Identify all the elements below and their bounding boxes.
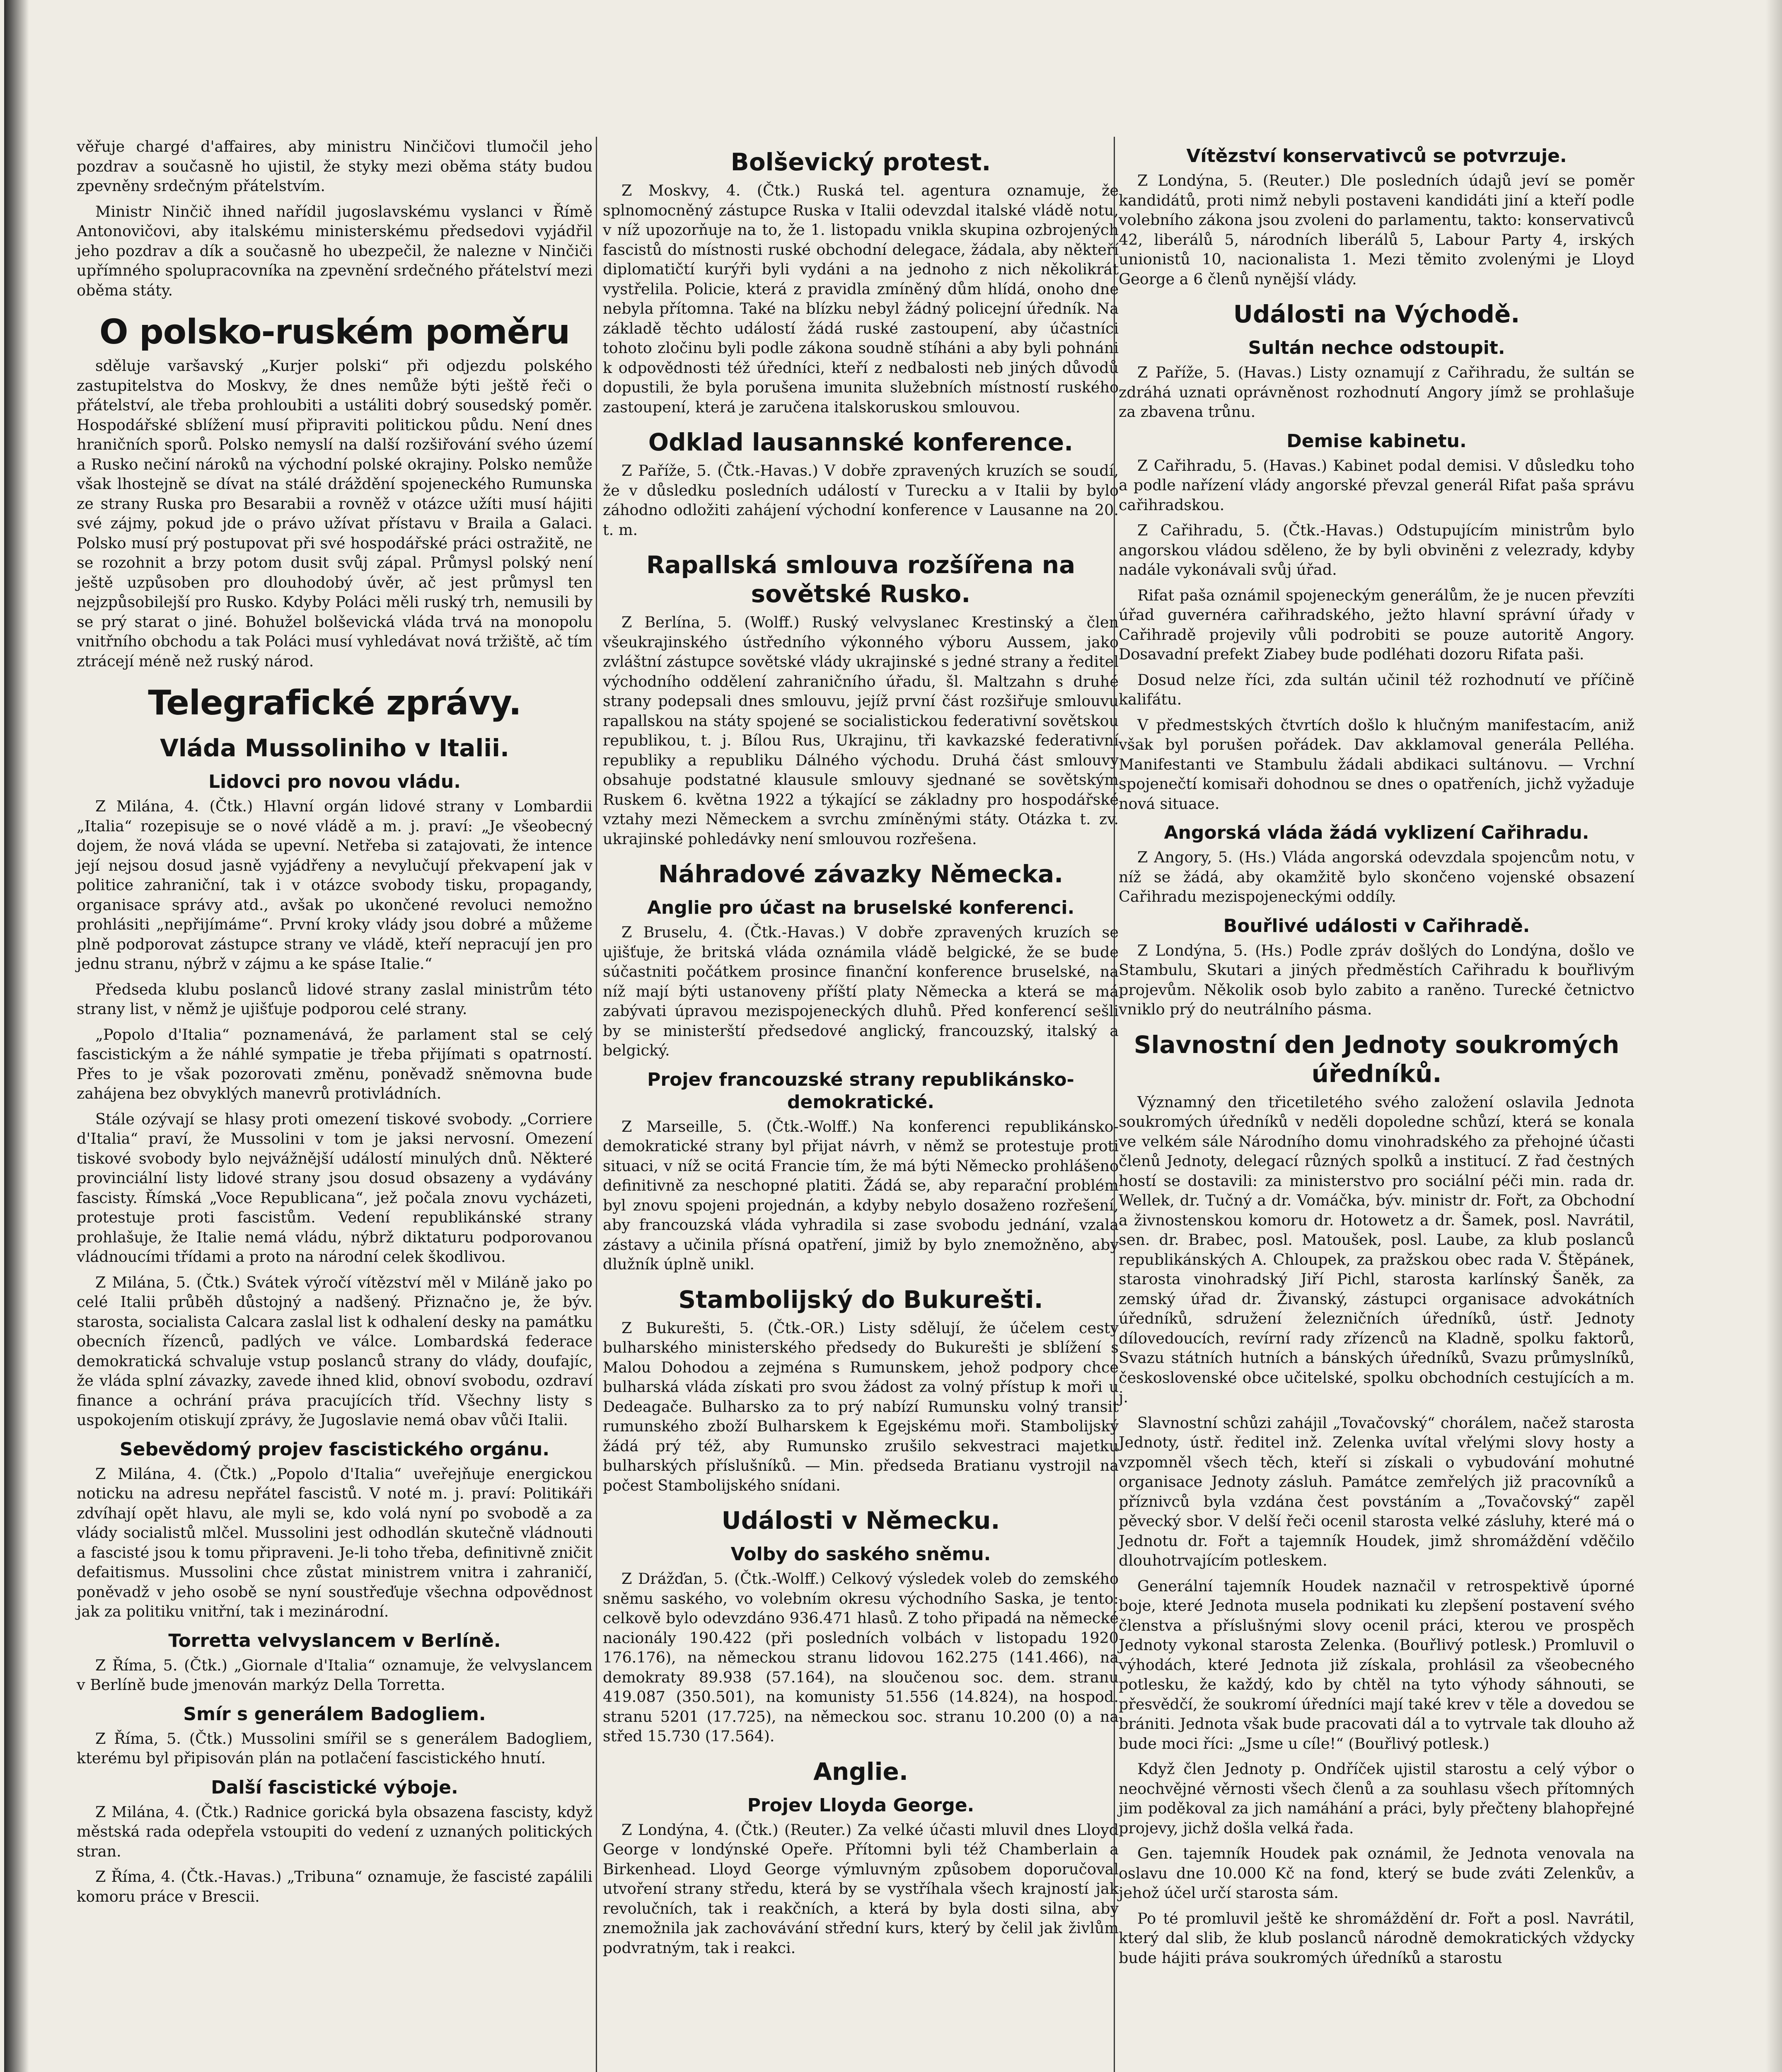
article-subheadline: Sultán nechce odstoupit.: [1248, 337, 1505, 358]
article-paragraph: Z Paříže, 5. (Havas.) Listy oznamují z Cařihradu, že sultán se zdráhá uznati oprávněnost rozhodnutí Angory jímž se prohlašuje za zbavena trůnu.: [1119, 363, 1635, 421]
page-edge-shadow: [1765, 0, 1782, 2072]
section-headline: Telegrafické zprávy.: [148, 683, 521, 723]
article-paragraph: Z Drážďan, 5. (Čtk.-Wolff.) Celkový výsledek voleb do zemského sněmu saského, vo volebním okresu východního Saska, je tento: celkově bylo odevzdáno 936.471 hlasů. Z toho připadá na německé nacionály 190.422 (při posledních volbách v listopadu 1920 176.176), na německou stranu lidovou 162.275 (141.466), na demokraty 89.938 (57.164), na sloučenou soc. dem. stranu 419.087 (350.501), na komunisty 51.556 (14.824), na hospod. stranu 5201 (17.725), na německou soc. stranu 10.200 (0) a na střed 15.730 (17.564).: [603, 1570, 1119, 1745]
article-subheadline: Lidovci pro novou vládu.: [208, 771, 461, 792]
article-paragraph: Z Paříže, 5. (Čtk.-Havas.) V dobře zpravených kruzích se soudí, že v důsledku posledních událostí v Turecku a v Italii by bylo záhodno odložiti zahájení východní konference v Lausanne na 20. t. m.: [603, 462, 1119, 539]
article-paragraph: Z Milána, 5. (Čtk.) Svátek výročí vítězství měl v Miláně jako po celé Italii průběh důstojný a nadšený. Přiznačno je, že býv. starosta, socialista Calcara zaslal list k odhalení desky na památku obecních řízenců, padlých ve válce. Lombardská federace demokratická schvaluje vstup poslanců strany do vlády, doufajíc, že vláda splní závazky, zavede ihned klid, obnoví svobodu, ozdraví finance a ochrání práva pracujících tříd. Všechny listy s uspokojením otiskují zprávy, že Jugoslavie nemá obav vůči Italii.: [77, 1273, 592, 1429]
article-paragraph: Z Cařihradu, 5. (Havas.) Kabinet podal demisi. V důsledku toho a podle nařízení vlády angorské převzal generál Rifat paša správu cařihradskou.: [1119, 456, 1635, 514]
article-paragraph: Předseda klubu poslanců lidové strany zaslal ministrům této strany list, v němž je ujišťuje podporou celé strany.: [77, 980, 592, 1018]
article-headline: Události v Německu.: [721, 1506, 1000, 1535]
article-paragraph: Z Říma, 5. (Čtk.) Mussolini smířil se s generálem Badogliem, kterému byl připisován plán na potlačení fascistického hnutí.: [77, 1729, 592, 1767]
article-paragraph: Z Milána, 4. (Čtk.) Radnice gorická byla obsazena fascisty, když městská rada odepřela vstoupiti do vedení z uznaných politických stran.: [77, 1803, 592, 1860]
article-paragraph: Významný den třicetiletého svého založení oslavila Jednota soukromých úředníků v neděli dopoledne schůzí, která se konala ve velkém sále Národního domu vinohradského za přehojné účasti členů Jednoty, delegací různých spolků a institucí. Z řad čestných hostí se dostavili: za ministerstvo pro sociální péči min. rada dr. Wellek, dr. Tučný a dr. Vomáčka, býv. ministr dr. Fořt, za Obchodní a živnostenskou komoru dr. Hotowetz a dr. Šamek, posl. Navrátil, sen. dr. Brabec, posl. Matoušek, posl. Laube, za klub poslanců republikánských A. Chloupek, za pražskou obec rada V. Štěpánek, starosta vinohradský Jiří Pichl, starosta karlínský Šaněk, za zemský úřad dr. Živanský, zástupci organisace advokátních úředníků, sdružení železničních úředníků, ústř. Jednoty dílovedoucích, revírní rady zřízenců na Kladně, spolku faktorů, Svazu státních hutních a bánských úředníků, Svazu průmyslníků, československé obce učitelské, spolku obchodních cestujících a m. j.: [1119, 1093, 1635, 1406]
article-paragraph: sděluje varšavský „Kurjer polski“ při odjezdu polského zastupitelstva do Moskvy, že dnes nemůže býti ještě řeči o přátelství, ale třeba prohloubiti a ustáliti dobrý sousedský poměr. Hospodářské sblížení musí připraviti politickou půdu. Není dnes hraničních sporů. Polsko nemyslí na další rozšiřování svého území a Rusko nečiní nároků na východní polské okrajiny. Polsko nemůže však lhostejně se dívat na stálé dráždění spojeneckého Rumunska ze strany Ruska pro Besarabii a rovněž v otázce užíti musí hájiti své zájmy, pokud jde o právo užívat přístavu v Braila a Galaci. Polsko musí prý postupovat při své hospodářské práci ostražitě, ne se rozohnit a brzy potom dusit svůj zápal. Průmysl polský není ještě uzpůsoben pro dlouhodobý úvěr, ač jest průmysl ten nejzpůsobilejší pro Rusko. Kdyby Poláci měli ruský trh, nemusili by se prý starat o jiné. Bohužel bolševická vláda trvá na monopolu vnitřního obchodu a tak Poláci musí vyhledávat nová tržiště, ač tím ztrácejí méně než ruský národ.: [77, 357, 592, 670]
article-paragraph: Z Říma, 4. (Čtk.-Havas.) „Tribuna“ oznamuje, že fascisté zapálili komoru práce v Brescii.: [77, 1868, 592, 1905]
article-subheadline: Projev francouzské strany republikánsko-demokratické.: [647, 1069, 1074, 1113]
column-rule: [596, 137, 597, 2072]
article-paragraph: „Popolo d'Italia“ poznamenává, že parlament stal se celý fascistickým a že náhlé sympatie je třeba přijímati s opatrností. Přes to je však pozorovati změnu, poněvadž sněmovna bude zahájena bez obvyklých manevrů protivládních.: [77, 1025, 592, 1102]
article-paragraph: Z Bruselu, 4. (Čtk.-Havas.) V dobře zpravených kruzích se ujišťuje, že britská vláda oznámila vládě belgické, že se bude súčastniti počátkem prosince finanční konference bruselské, na níž mají býti ustanoveny příští platy Německa a která se má zabývati úpravou mezispojeneckých dluhů. Před konferencí sešli by se ministerští předsedové anglický, francouzský, italský a belgický.: [603, 923, 1119, 1059]
article-paragraph: Když člen Jednoty p. Ondříček ujistil starostu a celý výbor o neochvějné věrnosti všech členů a za souhlasu všech přítomných jim poděkoval za jich namáhání a práci, byly přečteny blahopřejné projevy, jichž došla velká řada.: [1119, 1760, 1635, 1837]
article-subheadline: Torretta velvyslancem v Berlíně.: [168, 1630, 501, 1651]
article-headline: Náhradové závazky Německa.: [658, 860, 1064, 888]
article-subheadline: Angorská vláda žádá vyklizení Cařihradu.: [1164, 822, 1589, 843]
article-headline: Události na Východě.: [1233, 300, 1520, 328]
article-subheadline: Smír s generálem Badogliem.: [183, 1703, 486, 1725]
article-headline: Odklad lausannské konference.: [648, 428, 1074, 456]
article-paragraph: Rifat paša oznámil spojeneckým generálům, že je nucen převzíti úřad guvernéra cařihradského, ježto hlavní správní úřady v Cařihradě projevily vůli podrobiti se pouze autoritě Angory. Dosavadní prefekt Ziabey bude podléhati dozoru Rifata paši.: [1119, 586, 1635, 663]
article-paragraph: V předmestských čtvrtích došlo k hlučným manifestacím, aniž však byl porušen pořádek. Dav akklamoval generála Pelléha. Manifestanti ve Stambulu žádali abdikaci sultánovu. — Vrchní spojenečtí komisaři dohodnou se dnes o opatřeních, jichž vyžaduje nová situace.: [1119, 716, 1635, 813]
article-subheadline: Demise kabinetu.: [1286, 430, 1467, 452]
article-headline: Bolševický protest.: [730, 148, 991, 176]
article-paragraph: Ministr Ninčič ihned nařídil jugoslavskému vyslanci v Římě Antonovičovi, aby italskému ministerskému předsedovi vyjádřil jeho pozdrav a dík a současně ho ubezpečil, že nalezne v Ninčiči upřímného spolupracovníka na zpevnění srdečného přátelství mezi oběma státy.: [77, 202, 592, 299]
article-subheadline: Další fascistické výboje.: [211, 1777, 458, 1798]
article-subheadline: Vítězství konservativců se potvrzuje.: [1186, 145, 1567, 167]
article-paragraph: Z Marseille, 5. (Čtk.-Wolff.) Na konferenci republikánsko-demokratické strany byl přijat návrh, v němž se protestuje proti situaci, v níž se ocitá Francie tím, že má býti Německo prohlášeno definitivně za neschopné platiti. Žádá se, aby reparační problém byl znovu spojeni projednán, a kdyby nebylo dosaženo rozřešení, aby francouzská vláda vyhradila si zase svobodu jednání, vzala zástavy a učinila přísná opatření, jimiž by bylo znemožněno, aby dlužník úplně unikl.: [603, 1117, 1119, 1273]
article-paragraph: Z Londýna, 4. (Čtk.) (Reuter.) Za velké účasti mluvil dnes Lloyd George v londýnské Opeře. Přítomni byli též Chamberlain a Birkenhead. Lloyd George výmluvným způsobem doporučoval utvoření strany středu, která by se vystříhala všech krajností jak revolučních, tak i reakčních, a která by byla dosti silna, aby znemožnila jak zachovávání střední kurs, který by čelil jak živlům podvratným, tak i reakci.: [603, 1820, 1119, 1957]
article-subheadline: Bouřlivé události v Cařihradě.: [1223, 915, 1530, 937]
article-headline: Vláda Mussoliniho v Italii.: [160, 734, 510, 762]
article-paragraph: Gen. tajemník Houdek pak oznámil, že Jednota venovala na oslavu dne 10.000 Kč na fond, který se bude zváti Zelenkův, a jehož účel určí starosta sám.: [1119, 1844, 1635, 1902]
article-subheadline: Anglie pro účast na bruselské konferenci.: [647, 897, 1075, 918]
article-paragraph: Z Bukurešti, 5. (Čtk.-OR.) Listy sdělují, že účelem cesty bulharského ministerského předsedy do Bukurešti je sblížení s Malou Dohodou a zejména s Rumunskem, jehož podpory chce bulharská vláda získati pro svou žádost za volný přístup k moři u Dedeagače. Bulharsko za to prý nabízí Rumunsku volný transit rumunského zboží Bulharskem k Egejskému moři. Stambolijský žádá prý též, aby Rumunsko zrušilo sekvestraci majetku bulharských příslušníků. — Min. předseda Bratianu vystrojil na počest Stambolijského snídani.: [603, 1319, 1119, 1494]
article-paragraph: Z Moskvy, 4. (Čtk.) Ruská tel. agentura oznamuje, že splnomocněný zástupce Ruska v Italii odevzdal italské vládě notu, v níž upozorňuje na to, že 1. listopadu vnikla skupina ozbrojených fascistů do místnosti ruské obchodní delegace, žádala, aby někteří diplomatičtí kurýři byli vydáni a na jednoho z nich několikrát vystřelila. Policie, která z pravidla zmíněný dům hlídá, onoho dne nebyla přítomna. Také na blízku nebyl žádný policejní úředník. Na základě těchto událostí žádá ruské zastoupení, aby účastníci tohoto zločinu byli podle zákona soudně stíháni a aby byli pohnáni k odpovědnosti též úředníci, kteří z nedbalosti neb jiných důvodů dopustili, že byla porušena imunita služebních místností ruského zastoupení, která je zaručena italskoruskou smlouvou.: [603, 182, 1119, 416]
article-paragraph: Slavnostní schůzi zahájil „Tovačovský“ chorálem, načež starosta Jednoty, ústř. ředitel inž. Zelenka uvítal vřelými slovy hosty a vzpomněl všech těch, kteří si získali o vybudování mohutné organisace Jednoty zásluh. Památce zemřelých již pracovníků a příznivců byla vzdána čest povstáním a „Tovačovský“ zapěl pěvecký sbor. V delší řeči ocenil starosta velké zásluhy, které má o Jednotu dr. Fořt a tajemník Houdek, jimž shromáždění vděčilo dlouhotrvajícím potleskem.: [1119, 1414, 1635, 1569]
article-headline: Stambolijský do Bukurešti.: [678, 1285, 1043, 1314]
article-paragraph: Generální tajemník Houdek naznačil v retrospektivě úporné boje, které Jednota musela podnikati ku zlepšení postavení svého členstva a příslušnými slovy ocenil práci, kterou ve prospěch Jednoty vykonal starosta Zelenka. (Bouřlivý potlesk.) Promluvil o výhodách, které Jednota již získala, prohlásil za všeobecného potlesku, že každý, kdo by chtěl na tyto výhody sáhnouti, se přesvědčí, že soukromí úředníci mají také krev v těle a dovedou se brániti. Jednota však bude pracovati dál a to vytrvale tak dlouho až bude moci říci: „Jsme u cíle!“ (Bouřlivý potlesk.): [1119, 1577, 1635, 1752]
article-paragraph: Z Berlína, 5. (Wolff.) Ruský velvyslanec Krestinský a člen všeukrajinského ústředního výkonného výboru Aussem, jako zvláštní zástupce sovětské vlády ukrajinské s jedné strany a ředitel východního oddělení zahraničního úřadu, šl. Maltzahn s druhé strany podepsali dnes smlouvu, jejíž první část rozšiřuje smlouvu rapallskou na státy spojené se socialistickou federativní sovětskou republikou, t. j. Bílou Rus, Ukrajinu, tři kavkazské federativní republiky a republiku Dálného východu. Druhá část smlouvy obsahuje podstatné klausule smlouvy sjednané se sovětským Ruskem 6. května 1922 a týkající se základny pro hospodářské vztahy mezi Německem a svrchu zmíněnými státy. Otázka t. zv. ukrajinské pohledávky není smlouvou rozřešena.: [603, 613, 1119, 848]
article-paragraph: Dosud nelze říci, zda sultán učinil též rozhodnutí ve příčině kalifátu.: [1119, 670, 1635, 708]
article-paragraph: Po té promluvil ještě ke shromáždění dr. Fořt a posl. Navrátil, který dal slib, že klub poslanců národně demokratických vždycky bude hájiti práva soukromých úředníků a starostu: [1119, 1909, 1635, 1967]
article-subheadline: Volby do saského sněmu.: [730, 1544, 991, 1565]
section-headline: O polsko-ruském poměru: [99, 312, 570, 352]
article-paragraph: Z Cařihradu, 5. (Čtk.-Havas.) Odstupujícím ministrům bylo angorskou vládou sděleno, že by byli obviněni z velezrady, kdyby nadále vykonávali svůj úřad.: [1119, 521, 1635, 579]
article-headline: Anglie.: [813, 1757, 908, 1786]
article-paragraph: Z Londýna, 5. (Hs.) Podle zpráv došlých do Londýna, došlo ve Stambulu, Skutari a jiných předměstích Cařihradu k bouřlivým projevům. Několik osob bylo zabito a raněno. Turecké četnictvo vniklo prý do neutrálního pásma.: [1119, 941, 1635, 1018]
article-paragraph: Z Angory, 5. (Hs.) Vláda angorská odevzdala spojencům notu, v níž se žádá, aby okamžitě bylo skončeno vojenské obsazení Cařihradu mezispojeneckými oddíly.: [1119, 848, 1635, 905]
column-1: [77, 137, 592, 1912]
article-paragraph: Z Londýna, 5. (Reuter.) Dle posledních údajů jeví se poměr kandidátů, proti nimž nebyli postaveni kandidáti jiní a kteří podle volebního zákona jsou zvoleni do parlamentu, takto: konservativců 42, liberálů 5, národních liberálů 5, Labour Party 4, irských unionistů 10, nacionalista 1. Mezi těmito zvolenými je Lloyd George a 6 členů nynější vlády.: [1119, 172, 1635, 288]
article-paragraph: Z Říma, 5. (Čtk.) „Giornale d'Italia“ oznamuje, že velvyslancem v Berlíně bude jmenován markýz Della Torretta.: [77, 1656, 592, 1694]
article-paragraph: Z Milána, 4. (Čtk.) „Popolo d'Italia“ uveřejňuje energickou noticku na adresu nepřátel fascistů. V noté m. j. praví: Politikáři zdvíhají opět hlavu, ale myli se, kdo volá nyní po svobodě a za vlády socialistů mlčel. Mussolini jest odhodlán skutečně vládnouti a fascisté jsou k tomu připraveni. Je-li toho třeba, definitivně zničit defaitismus. Mussolini chce zůstat ministrem vnitra i zahraničí, poněvadž v jeho osobě se nyní soustřeďuje všechna odpovědnost jak za politiku vnitřní, tak i mezinárodní.: [77, 1464, 592, 1620]
article-paragraph: Z Milána, 4. (Čtk.) Hlavní orgán lidové strany v Lombardii „Italia“ rozepisuje se o nové vládě a m. j. praví: „Je všeobecný dojem, že nová vláda se upevní. Netřeba si zatajovati, že intence její nejsou dosud jasně vyjádřeny a nevylučují překvapení jak v politice zahraniční, tak i v otázce svobody tisku, propagandy, organisace správy atd., avšak po ukončené revoluci nemožno prohlásiti „nepřijímáme“. První kroky vlády jsou dobré a můžeme plně podporovat zástupce strany ve vládě, kteří nepracují jen pro jednu stranu, nýbrž v zájmu a ke spáse Italie.“: [77, 797, 592, 973]
article-subheadline: Sebevědomý projev fascistického orgánu.: [119, 1438, 550, 1460]
article-headline: Slavnostní den Jednoty soukromých úředníků.: [1134, 1030, 1620, 1088]
article-headline: Rapallská smlouva rozšířena na sovětské Rusko.: [646, 551, 1076, 608]
page-fold-shadow: [4, 0, 29, 2072]
article-subheadline: Projev Lloyda George.: [747, 1794, 974, 1816]
article-paragraph: věřuje chargé d'affaires, aby ministru Ninčičovi tlumočil jeho pozdrav a současně ho ujistil, že styky mezi oběma státy budou zpevněny srdečným přátelstvím.: [77, 138, 592, 195]
column-3: [1119, 137, 1635, 1973]
article-paragraph: Stále ozývají se hlasy proti omezení tiskové svobody. „Corriere d'Italia“ praví, že Mussolini v tom je jaksi nervosní. Omezení tiskové svobody bylo nejvážnější událostí minulých dnů. Některé provinciální listy lidové strany jsou dosud obsazeny a vydávány fascisty. Římská „Voce Republicana“, jež počala znovu vycházeti, protestuje proti fascistům. Vedení republikánské strany prohlašuje, že Italie nemá vládu, nýbrž diktaturu podporovanou vládnoucími třídami a proto na národní celek škodlivou.: [77, 1110, 592, 1266]
column-2: [603, 137, 1119, 1963]
